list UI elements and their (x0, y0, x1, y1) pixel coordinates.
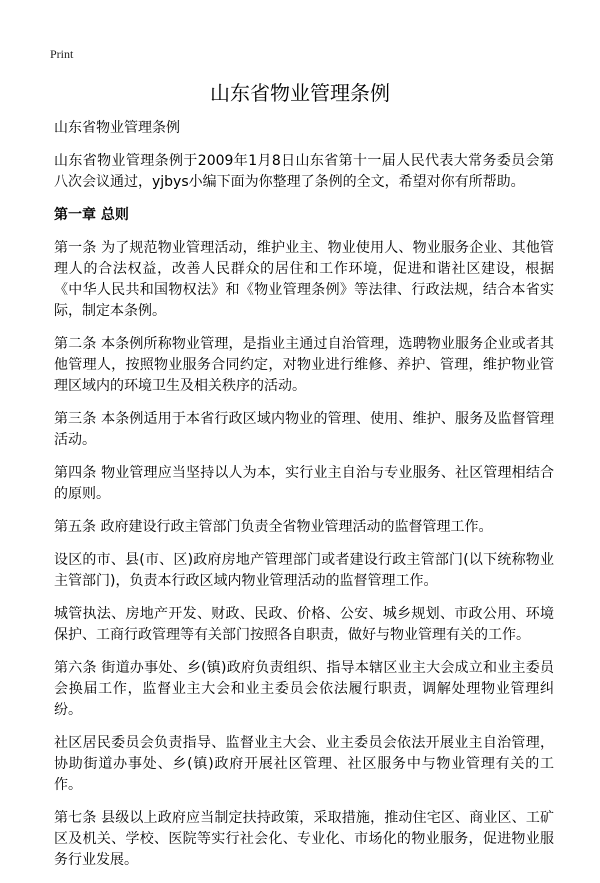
subtitle: 山东省物业管理条例 (54, 120, 180, 136)
article-paragraph: 第二条 本条例所称物业管理，是指业主通过自治管理，选聘物业服务企业或者其他管理人，按照物业服务合同约定，对物业进行维修、养护、管理，维护物业管理区域内的环境卫生及相关秩序的活动。 (54, 336, 554, 394)
chapter-heading: 第一章 总则 (54, 207, 129, 223)
document-body (54, 118, 554, 883)
article-paragraph: 第一条 为了规范物业管理活动，维护业主、物业使用人、物业服务企业、其他管理人的合法权益，改善人民群众的居住和工作环境，促进和谐社区建设，根据《中华人民共和国物权法》和《物业管理条例》等法律、行政法规，结合本省实际，制定本条例。 (54, 240, 554, 319)
article-paragraph: 第六条 街道办事处、乡(镇)政府负责组织、指导本辖区业主大会成立和业主委员会换届工作，监督业主大会和业主委员会依法履行职责，调解处理物业管理纠纷。 (54, 660, 554, 718)
article-paragraph: 设区的市、县(市、区)政府房地产管理部门或者建设行政主管部门(以下统称物业主管部门)，负责本行政区域内物业管理活动的监督管理工作。 (54, 552, 554, 589)
article-paragraph: 第四条 物业管理应当坚持以人为本，实行业主自治与专业服务、社区管理相结合的原则。 (54, 465, 554, 502)
article-paragraph: 城管执法、房地产开发、财政、民政、价格、公安、城乡规划、市政公用、环境保护、工商行政管理等有关部门按照各自职责，做好与物业管理有关的工作。 (54, 606, 554, 643)
article-paragraph: 第三条 本条例适用于本省行政区域内物业的管理、使用、维护、服务及监督管理活动。 (54, 411, 554, 448)
article-paragraph: 第五条 政府建设行政主管部门负责全省物业管理活动的监督管理工作。 (54, 519, 493, 535)
article-paragraph: 第七条 县级以上政府应当制定扶持政策，采取措施，推动住宅区、商业区、工矿区及机关、学校、医院等实行社会化、专业化、市场化的物业服务，促进物业服务行业发展。 (54, 810, 554, 868)
page-title: 山东省物业管理条例 (210, 81, 390, 105)
article-paragraph: 社区居民委员会负责指导、监督业主大会、业主委员会依法开展业主自治管理，协助街道办事处、乡(镇)政府开展社区管理、社区服务中与物业管理有关的工作。 (54, 735, 554, 793)
intro-paragraph: 山东省物业管理条例于2009年1月8日山东省第十一届人民代表大常务委员会第八次会议通过，yjbys小编下面为你整理了条例的全文，希望对你有所帮助。 (54, 153, 554, 190)
print-link[interactable]: Print (50, 47, 74, 61)
